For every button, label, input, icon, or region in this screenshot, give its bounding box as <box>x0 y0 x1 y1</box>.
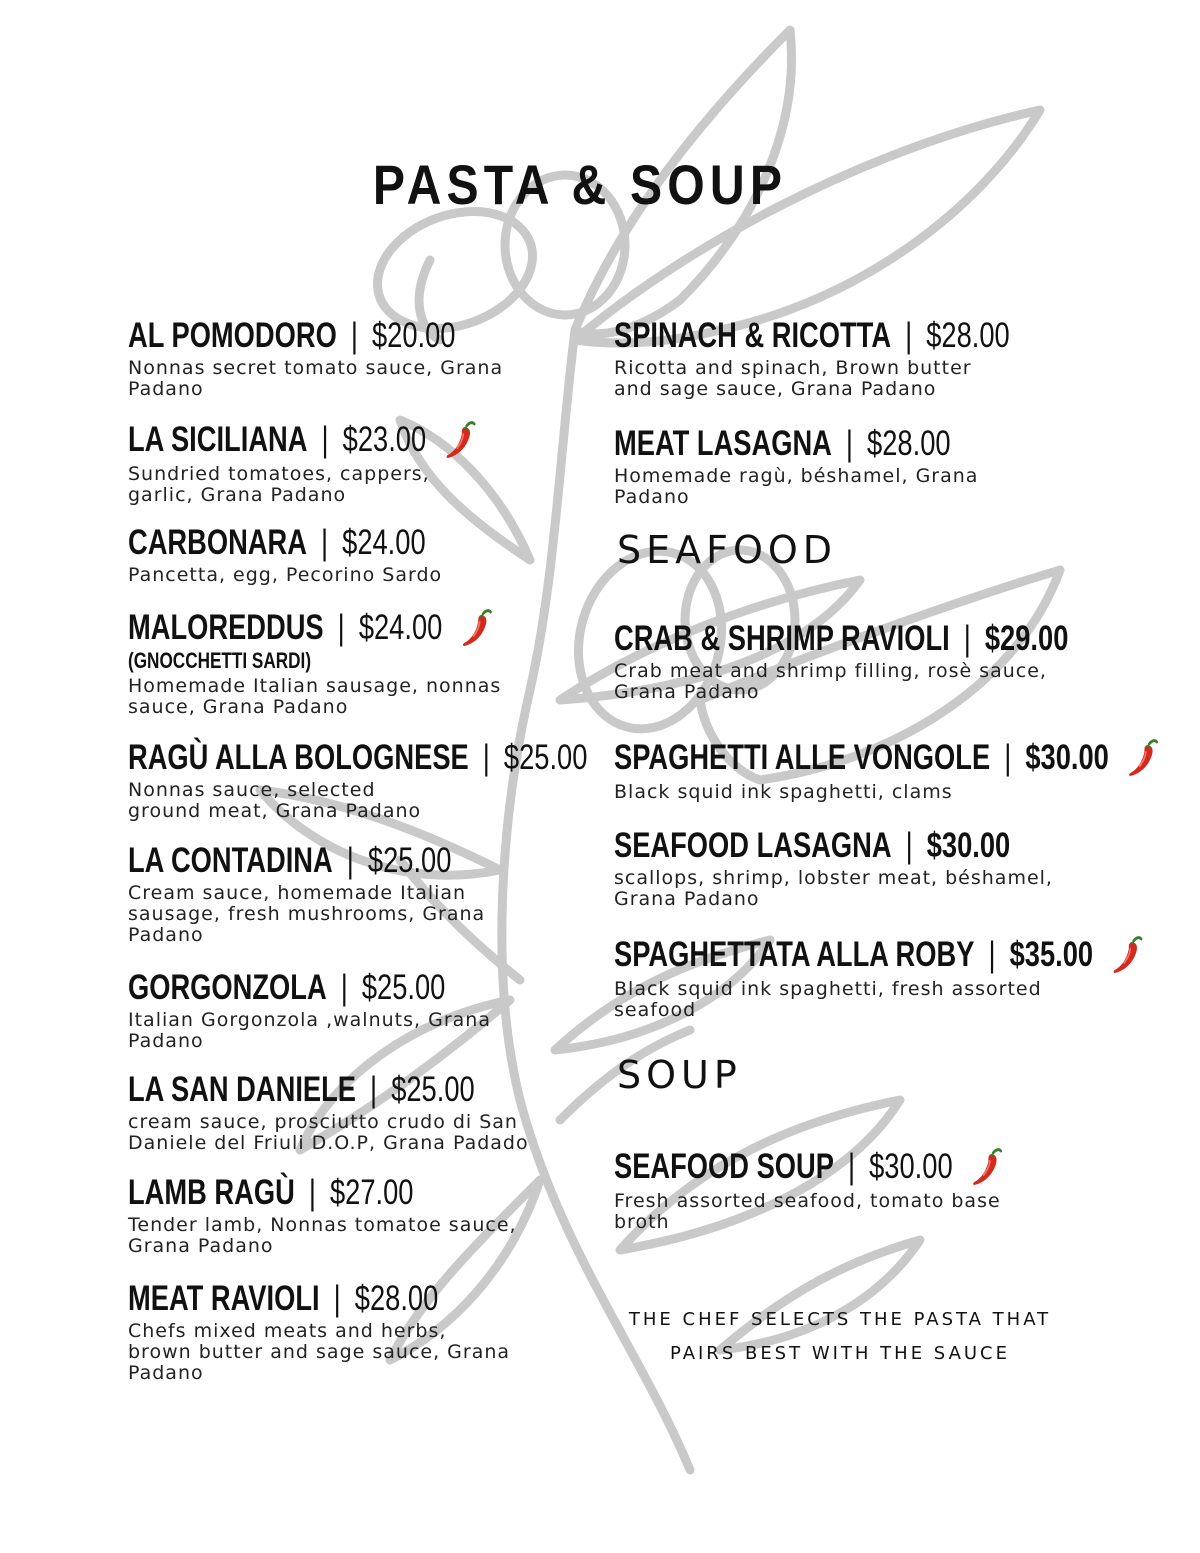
menu-item-name: LA SICILIANA <box>128 420 308 459</box>
description-line: Padano <box>128 1030 204 1052</box>
chef-note-line: THE CHEF SELECTS THE PASTA THAT <box>628 1309 1052 1330</box>
menu-item-price: $20.00 <box>371 316 456 355</box>
description-line: broth <box>614 1211 670 1233</box>
price-separator: | <box>1004 738 1012 777</box>
menu-item <box>614 424 1046 508</box>
menu-item-description <box>128 358 548 400</box>
menu-item-name: MEAT LASAGNA <box>614 424 832 463</box>
menu-item <box>614 736 1200 803</box>
price-separator: | <box>370 1070 378 1109</box>
section-heading-seafood: SEAFOOD <box>617 528 838 572</box>
menu-item <box>614 826 1122 910</box>
menu-item-header <box>614 933 1145 977</box>
description-line: Italian Gorgonzola ,walnuts, Grana <box>128 1009 491 1031</box>
menu-item-price: $27.00 <box>329 1173 414 1212</box>
menu-item <box>128 1173 517 1257</box>
menu-item-name: MALOREDDUS <box>128 608 324 647</box>
menu-item-header <box>128 1279 438 1319</box>
menu-item-price: $30.00 <box>926 826 1011 865</box>
description-line: brown butter and sage sauce, Grana <box>128 1341 511 1363</box>
description-line: Ricotta and spinach, Brown butter <box>614 357 972 379</box>
price-separator: | <box>963 619 971 658</box>
menu-item-name: MEAT RAVIOLI <box>128 1279 320 1318</box>
page-title: PASTA & SOUP <box>372 153 788 216</box>
description-line: Homemade Italian sausage, nonnas <box>128 675 502 697</box>
menu-item <box>614 619 1197 703</box>
description-line: Grana Padano <box>614 888 760 910</box>
menu-item-description <box>128 565 510 586</box>
menu-item-description <box>614 466 1046 508</box>
chili-pepper-icon <box>1126 736 1160 780</box>
price-separator: | <box>847 1147 856 1186</box>
chili-pepper-icon <box>970 1145 1004 1189</box>
menu-item <box>128 523 510 586</box>
menu-item-header <box>128 1173 431 1213</box>
price-separator: | <box>905 316 913 355</box>
menu-item-name: LAMB RAGÙ <box>128 1173 295 1212</box>
description-line: Grana Padano <box>614 681 760 703</box>
description-line: Padano <box>128 378 204 400</box>
price-separator: | <box>905 826 913 865</box>
menu-item-header <box>614 424 951 464</box>
chef-note <box>610 1303 1070 1371</box>
menu-item-header <box>128 968 445 1008</box>
description-line: Nonnas secret tomato sauce, Grana <box>128 357 504 379</box>
menu-item-price: $30.00 <box>869 1147 953 1186</box>
menu-item-header <box>614 619 1068 659</box>
menu-item-price: $29.00 <box>984 619 1069 658</box>
menu-item-description <box>128 1112 572 1154</box>
menu-item-header <box>128 1070 475 1110</box>
chef-note-line: PAIRS BEST WITH THE SAUCE <box>669 1343 1011 1364</box>
price-separator: | <box>340 968 348 1007</box>
description-line: Pancetta, egg, Pecorino Sardo <box>128 564 443 586</box>
menu-item-price: $23.00 <box>342 420 427 459</box>
price-separator: | <box>988 935 996 974</box>
menu-item-name: SEAFOOD LASAGNA <box>614 826 892 865</box>
description-line: Nonnas sauce, selected <box>128 779 376 801</box>
description-line: Padano <box>128 1362 204 1384</box>
price-separator: | <box>333 1279 341 1318</box>
menu-item-price: $28.00 <box>354 1279 439 1318</box>
description-line: Padano <box>128 924 204 946</box>
menu-item-description <box>614 979 1200 1021</box>
price-separator: | <box>308 1173 316 1212</box>
menu-item-header <box>128 606 494 650</box>
menu-item-header <box>614 826 1010 866</box>
section-heading-soup: SOUP <box>617 1053 742 1097</box>
menu-item <box>128 316 548 400</box>
menu-item-description <box>614 782 1200 803</box>
menu-item-header <box>128 841 451 881</box>
menu-item <box>128 841 543 946</box>
menu-item <box>614 933 1200 1021</box>
menu-item <box>614 316 1121 400</box>
description-line: seafood <box>614 999 697 1021</box>
description-line: Cream sauce, homemade Italian <box>128 882 467 904</box>
chili-pepper-icon <box>443 418 477 462</box>
menu-item-header <box>128 738 587 778</box>
description-line: Padano <box>614 486 690 508</box>
menu-item-price: $24.00 <box>358 608 443 647</box>
menu-item-header <box>128 316 455 356</box>
menu-item-name: CRAB & SHRIMP RAVIOLI <box>614 619 950 658</box>
menu-item-name: CARBONARA <box>128 523 307 562</box>
description-line: Black squid ink spaghetti, clams <box>614 781 953 803</box>
menu-item-price: $25.00 <box>367 841 452 880</box>
menu-item-price: $25.00 <box>391 1070 475 1109</box>
menu-item-name: AL POMODORO <box>128 316 337 355</box>
menu-item-description <box>128 1321 526 1384</box>
description-line: Chefs mixed meats and herbs, <box>128 1320 447 1342</box>
price-separator: | <box>350 316 358 355</box>
menu-item-price: $35.00 <box>1009 935 1094 974</box>
menu-item <box>128 1070 572 1154</box>
price-separator: | <box>346 841 354 880</box>
description-line: sauce, Grana Padano <box>128 696 349 718</box>
menu-item-name: SPAGHETTATA ALLA ROBY <box>614 935 975 974</box>
menu-item <box>614 1145 1114 1233</box>
menu-item-name: RAGÙ ALLA BOLOGNESE <box>128 738 469 777</box>
menu-item-price: $24.00 <box>342 523 426 562</box>
menu-item-description <box>614 868 1122 910</box>
menu-item-price: $28.00 <box>867 424 951 463</box>
menu-item-price: $30.00 <box>1025 738 1109 777</box>
menu-item <box>128 418 576 506</box>
menu-item-name: GORGONZOLA <box>128 968 327 1007</box>
price-separator: | <box>337 608 345 647</box>
price-separator: | <box>321 420 329 459</box>
price-separator: | <box>482 738 490 777</box>
description-line: Fresh assorted seafood, tomato base <box>614 1190 1001 1212</box>
description-line: Sundried tomatoes, cappers, <box>128 463 430 485</box>
description-line: Daniele del Friuli D.O.P, Grana Padado <box>128 1132 529 1154</box>
menu-item-header <box>128 418 478 462</box>
description-line: Black squid ink spaghetti, fresh assorted <box>614 978 1042 1000</box>
menu-item <box>128 1279 526 1384</box>
description-line: and sage sauce, Grana Padano <box>614 378 937 400</box>
menu-item-description <box>128 1010 535 1052</box>
menu-item-header <box>614 316 1010 356</box>
menu-item-price: $25.00 <box>503 738 588 777</box>
description-line: Crab meat and shrimp filling, rosè sauce, <box>614 660 1047 682</box>
menu-item-description <box>614 358 1121 400</box>
menu-item-description <box>128 676 597 718</box>
menu-item-description <box>614 661 1197 703</box>
price-separator: | <box>845 424 854 463</box>
menu-item-price: $28.00 <box>926 316 1010 355</box>
menu-item-name: SPAGHETTI ALLE VONGOLE <box>614 738 991 777</box>
description-line: scallops, shrimp, lobster meat, béshamel, <box>614 867 1053 889</box>
description-line: cream sauce, prosciutto crudo di San <box>128 1111 518 1133</box>
menu-item-header <box>128 523 426 563</box>
description-line: Homemade ragù, béshamel, Grana <box>614 465 979 487</box>
menu-item-price: $25.00 <box>361 968 446 1007</box>
menu-item-description <box>128 1215 517 1257</box>
menu-item-header <box>614 1145 1004 1189</box>
price-separator: | <box>321 523 329 562</box>
menu-item-description <box>128 883 543 946</box>
menu-item-name: SPINACH & RICOTTA <box>614 316 892 355</box>
description-line: sausage, fresh mushrooms, Grana <box>128 903 486 925</box>
menu-item-name: LA SAN DANIELE <box>128 1070 357 1109</box>
menu-item-description <box>128 464 576 506</box>
menu-item-subtitle: (GNOCCHETTI SARDI) <box>128 648 312 673</box>
menu-item <box>128 968 535 1052</box>
description-line: garlic, Grana Padano <box>128 484 347 506</box>
chili-pepper-icon <box>459 606 493 650</box>
description-line: Grana Padano <box>128 1235 274 1257</box>
description-line: ground meat, Grana Padano <box>128 800 422 822</box>
description-line: Tender lamb, Nonnas tomatoe sauce, <box>128 1214 517 1236</box>
menu-item <box>128 606 597 718</box>
chili-pepper-icon <box>1110 933 1144 977</box>
menu-item-description <box>614 1191 1114 1233</box>
menu-item-name: LA CONTADINA <box>128 841 333 880</box>
menu-item-name: SEAFOOD SOUP <box>614 1147 834 1186</box>
menu-item-header <box>614 736 1160 780</box>
